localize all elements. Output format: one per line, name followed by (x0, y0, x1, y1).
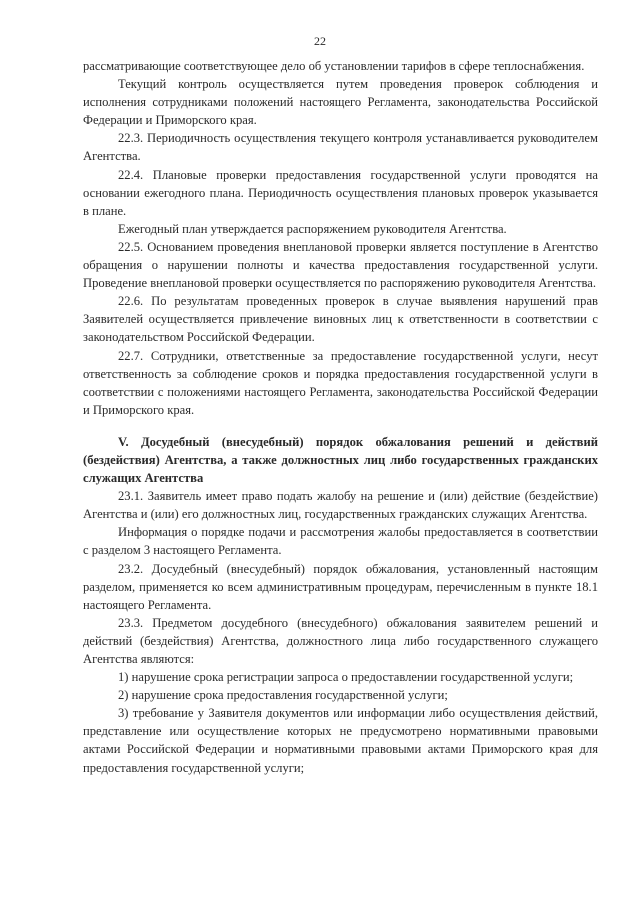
paragraph: 22.6. По результатам проведенных проверок в случае выявления нарушений прав Заявителей осуществляется привлечение виновных лиц к ответственности в соответствии с законодательством Российской Федерации. (83, 294, 598, 345)
paragraph: 23.1. Заявитель имеет право подать жалобу на решение и (или) действие (бездействие) Агентства и (или) его должностных лиц, государственных гражданских служащих Агентства. (83, 489, 598, 522)
paragraph: 23.2. Досудебный (внесудебный) порядок обжалования, установленный настоящим разделом, применяется ко всем административным процедурам, перечисленным в пункте 18.1 настоящего Регламента. (83, 561, 598, 612)
page-number: 22 (314, 34, 326, 48)
list-item: 3) требование у Заявителя документов или информации либо осуществления действий, представление или осуществление которых не предусмотрено нормативными правовыми актами Российской Федерации и нормативными правовыми актами Приморского края для предоставления государственной услуги; (83, 706, 598, 775)
paragraph: 23.3. Предметом досудебного (внесудебного) обжалования заявителем решений и действий (бездействия) Агентства, должностного лица либо государственного служащего Агентства являются: (83, 615, 598, 666)
paragraph: рассматривающие соответствующее дело об установлении тарифов в сфере теплоснабжения. (83, 59, 585, 73)
paragraph: Ежегодный план утверждается распоряжением руководителя Агентства. (118, 221, 507, 236)
paragraph: 22.7. Сотрудники, ответственные за предоставление государственной услуги, несут ответственность за соблюдение сроков и порядка предоставления государственной услуги в соответствии с положениями настоящего Регламента, законодательства Российской Федерации и Приморского края. (83, 348, 598, 417)
paragraph: 22.5. Основанием проведения внеплановой проверки является поступление в Агентство обращения о нарушении полноты и качества предоставления государственной услуги. Проведение внеплановой проверки осуществляется по распоряжению руководителя Агентства. (83, 239, 598, 291)
paragraph: 22.3. Периодичность осуществления текущего контроля устанавливается руководителем Агентства. (83, 131, 598, 164)
section-heading: V. Досудебный (внесудебный) порядок обжалования решений и действий (бездействия) Агентства, а также должностных лиц либо государственных гражданских служащих Агентства (83, 434, 598, 486)
paragraph: Текущий контроль осуществляется путем проведения проверок соблюдения и исполнения сотрудниками положений настоящего Регламента, законодательства Российской Федерации и Приморского края. (83, 77, 598, 128)
list-item: 1) нарушение срока регистрации запроса о предоставлении государственной услуги; (118, 670, 574, 685)
paragraph: Информация о порядке подачи и рассмотрения жалобы предоставляется в соответствии с разделом 3 настоящего Регламента. (83, 525, 598, 558)
section-spacer (83, 419, 598, 433)
paragraph: 22.4. Плановые проверки предоставления государственной услуги проводятся на основании ежегодного плана. Периодичность осуществления плановых проверок указывается в плане. (83, 167, 598, 218)
list-item: 2) нарушение срока предоставления государственной услуги; (118, 688, 448, 703)
document-body (83, 57, 598, 777)
